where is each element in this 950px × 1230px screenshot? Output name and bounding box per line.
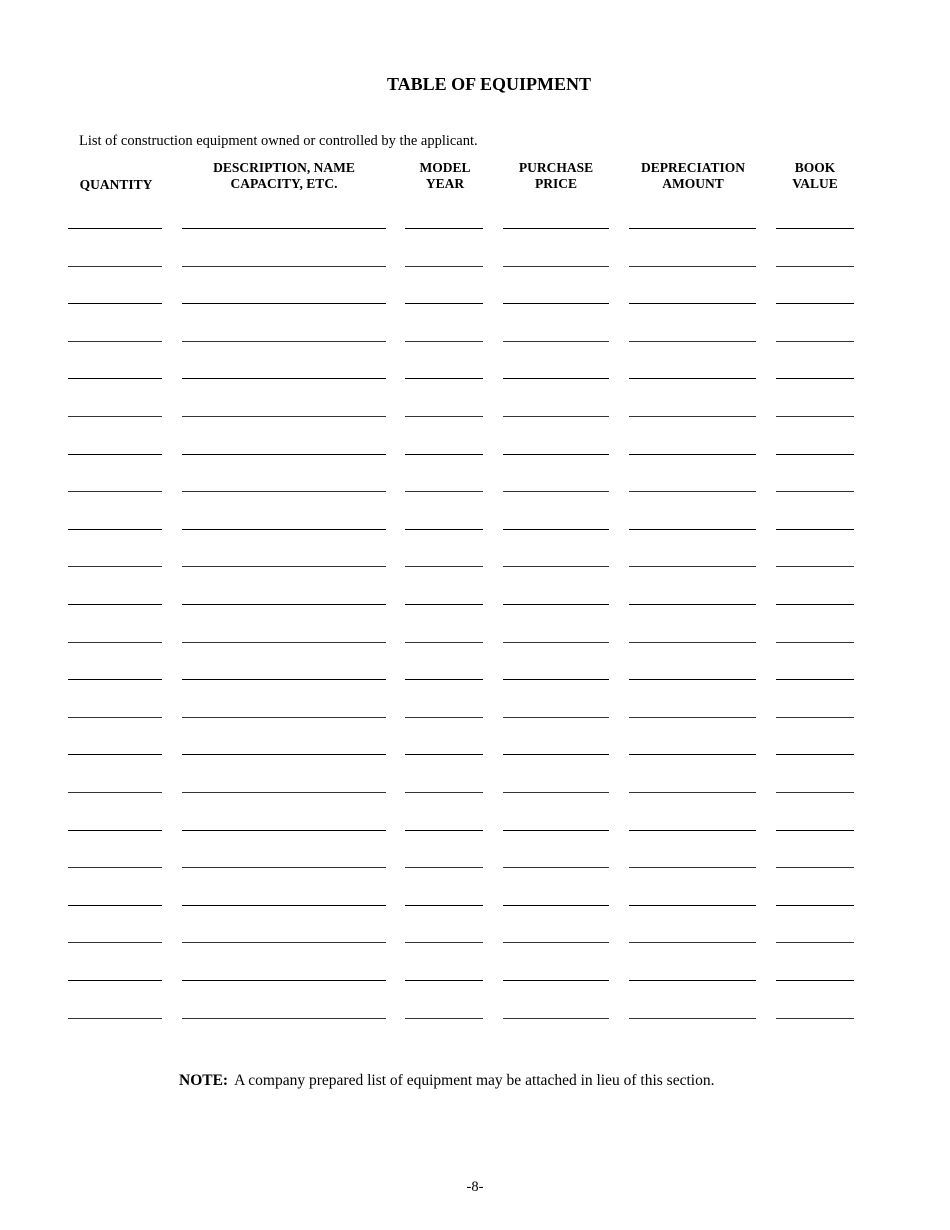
entry-line-depreciation-amount[interactable] (629, 792, 756, 793)
column-header-depreciation-amount (629, 160, 757, 192)
entry-line-quantity[interactable] (68, 604, 162, 605)
entry-line-model-year[interactable] (405, 905, 483, 906)
entry-line-purchase-price[interactable] (503, 754, 609, 755)
entry-line-purchase-price[interactable] (503, 566, 609, 567)
entry-line-description[interactable] (182, 867, 386, 868)
entry-line-purchase-price[interactable] (503, 1018, 609, 1019)
entry-line-depreciation-amount[interactable] (629, 303, 756, 304)
column-header-model-year (405, 160, 485, 192)
column-header-line1: BOOK (794, 160, 836, 175)
entry-line-purchase-price[interactable] (503, 642, 609, 643)
entry-line-book-value[interactable] (776, 566, 854, 567)
column-header-line2: PRICE (534, 176, 577, 191)
entry-line-model-year[interactable] (405, 266, 483, 267)
column-header-book-value (776, 160, 854, 192)
entry-line-depreciation-amount[interactable] (629, 566, 756, 567)
entry-line-description[interactable] (182, 529, 386, 530)
entry-line-depreciation-amount[interactable] (629, 867, 756, 868)
entry-line-description[interactable] (182, 604, 386, 605)
entry-line-quantity[interactable] (68, 980, 162, 981)
entry-line-book-value[interactable] (776, 416, 854, 417)
entry-line-depreciation-amount[interactable] (629, 266, 756, 267)
entry-line-purchase-price[interactable] (503, 830, 609, 831)
entry-line-depreciation-amount[interactable] (629, 942, 756, 943)
entry-line-depreciation-amount[interactable] (629, 604, 756, 605)
entry-line-model-year[interactable] (405, 717, 483, 718)
page-number: -8- (466, 1179, 484, 1195)
column-header-quantity (68, 160, 164, 193)
entry-line-quantity[interactable] (68, 303, 162, 304)
entry-line-quantity[interactable] (68, 378, 162, 379)
entry-line-description[interactable] (182, 228, 386, 229)
entry-line-book-value[interactable] (776, 980, 854, 981)
entry-line-quantity[interactable] (68, 942, 162, 943)
entry-line-description[interactable] (182, 416, 386, 417)
entry-line-model-year[interactable] (405, 1018, 483, 1019)
entry-line-quantity[interactable] (68, 717, 162, 718)
entry-line-book-value[interactable] (776, 341, 854, 342)
entry-line-model-year[interactable] (405, 980, 483, 981)
entry-line-quantity[interactable] (68, 491, 162, 492)
entry-line-quantity[interactable] (68, 341, 162, 342)
entry-line-depreciation-amount[interactable] (629, 491, 756, 492)
entry-line-quantity[interactable] (68, 228, 162, 229)
entry-line-model-year[interactable] (405, 604, 483, 605)
entry-line-book-value[interactable] (776, 604, 854, 605)
note-label: NOTE: (179, 1072, 229, 1089)
entry-line-book-value[interactable] (776, 454, 854, 455)
entry-line-book-value[interactable] (776, 228, 854, 229)
entry-line-quantity[interactable] (68, 642, 162, 643)
column-header-description (182, 160, 386, 192)
entry-line-depreciation-amount[interactable] (629, 830, 756, 831)
entry-line-model-year[interactable] (405, 942, 483, 943)
entry-line-purchase-price[interactable] (503, 491, 609, 492)
entry-line-model-year[interactable] (405, 566, 483, 567)
column-header-line2: VALUE (792, 176, 838, 191)
entry-line-depreciation-amount[interactable] (629, 228, 756, 229)
intro-text: List of construction equipment owned or controlled by the applicant. (79, 133, 478, 149)
entry-line-description[interactable] (182, 717, 386, 718)
entry-line-model-year[interactable] (405, 454, 483, 455)
entry-line-model-year[interactable] (405, 754, 483, 755)
entry-line-depreciation-amount[interactable] (629, 416, 756, 417)
entry-line-book-value[interactable] (776, 942, 854, 943)
entry-line-book-value[interactable] (776, 679, 854, 680)
entry-line-book-value[interactable] (776, 754, 854, 755)
entry-line-book-value[interactable] (776, 867, 854, 868)
entry-line-book-value[interactable] (776, 529, 854, 530)
entry-line-purchase-price[interactable] (503, 228, 609, 229)
entry-line-model-year[interactable] (405, 830, 483, 831)
entry-line-book-value[interactable] (776, 905, 854, 906)
entry-line-book-value[interactable] (776, 1018, 854, 1019)
entry-line-quantity[interactable] (68, 1018, 162, 1019)
entry-line-purchase-price[interactable] (503, 867, 609, 868)
entry-line-quantity[interactable] (68, 792, 162, 793)
note-text: A company prepared list of equipment may be attached in lieu of this section. (234, 1072, 715, 1089)
entry-line-description[interactable] (182, 792, 386, 793)
entry-line-quantity[interactable] (68, 754, 162, 755)
entry-line-purchase-price[interactable] (503, 416, 609, 417)
entry-line-depreciation-amount[interactable] (629, 1018, 756, 1019)
entry-line-quantity[interactable] (68, 566, 162, 567)
entry-line-purchase-price[interactable] (503, 792, 609, 793)
entry-line-book-value[interactable] (776, 830, 854, 831)
entry-line-depreciation-amount[interactable] (629, 754, 756, 755)
entry-line-book-value[interactable] (776, 266, 854, 267)
entry-line-model-year[interactable] (405, 792, 483, 793)
entry-line-quantity[interactable] (68, 529, 162, 530)
entry-line-depreciation-amount[interactable] (629, 529, 756, 530)
entry-line-model-year[interactable] (405, 228, 483, 229)
entry-line-description[interactable] (182, 905, 386, 906)
entry-line-purchase-price[interactable] (503, 679, 609, 680)
entry-line-model-year[interactable] (405, 529, 483, 530)
entry-line-purchase-price[interactable] (503, 266, 609, 267)
entry-line-book-value[interactable] (776, 378, 854, 379)
entry-line-depreciation-amount[interactable] (629, 642, 756, 643)
entry-line-quantity[interactable] (68, 905, 162, 906)
entry-line-purchase-price[interactable] (503, 905, 609, 906)
entry-line-depreciation-amount[interactable] (629, 717, 756, 718)
entry-line-purchase-price[interactable] (503, 454, 609, 455)
entry-line-purchase-price[interactable] (503, 942, 609, 943)
entry-line-book-value[interactable] (776, 717, 854, 718)
entry-line-description[interactable] (182, 341, 386, 342)
column-header-line2: YEAR (425, 176, 465, 191)
entry-line-purchase-price[interactable] (503, 378, 609, 379)
column-header-line2: QUANTITY (79, 177, 153, 192)
entry-line-purchase-price[interactable] (503, 341, 609, 342)
column-header-line2: CAPACITY, ETC. (230, 176, 338, 191)
entry-line-description[interactable] (182, 754, 386, 755)
entry-line-model-year[interactable] (405, 303, 483, 304)
entry-line-depreciation-amount[interactable] (629, 905, 756, 906)
entry-line-depreciation-amount[interactable] (629, 980, 756, 981)
entry-line-quantity[interactable] (68, 454, 162, 455)
entry-line-description[interactable] (182, 566, 386, 567)
entry-line-description[interactable] (182, 1018, 386, 1019)
entry-line-quantity[interactable] (68, 416, 162, 417)
entry-line-quantity[interactable] (68, 679, 162, 680)
entry-line-purchase-price[interactable] (503, 980, 609, 981)
entry-line-model-year[interactable] (405, 491, 483, 492)
entry-line-quantity[interactable] (68, 867, 162, 868)
column-header-purchase-price (503, 160, 609, 192)
entry-line-description[interactable] (182, 303, 386, 304)
column-header-line1 (68, 160, 164, 176)
entry-line-description[interactable] (182, 378, 386, 379)
entry-line-description[interactable] (182, 266, 386, 267)
entry-line-depreciation-amount[interactable] (629, 341, 756, 342)
entry-line-book-value[interactable] (776, 642, 854, 643)
column-header-line1: MODEL (419, 160, 471, 175)
entry-line-model-year[interactable] (405, 679, 483, 680)
entry-line-book-value[interactable] (776, 491, 854, 492)
entry-line-model-year[interactable] (405, 416, 483, 417)
entry-line-model-year[interactable] (405, 867, 483, 868)
entry-line-description[interactable] (182, 491, 386, 492)
entry-line-description[interactable] (182, 980, 386, 981)
entry-line-description[interactable] (182, 942, 386, 943)
entry-line-purchase-price[interactable] (503, 604, 609, 605)
entry-line-depreciation-amount[interactable] (629, 378, 756, 379)
entry-line-book-value[interactable] (776, 792, 854, 793)
entry-line-purchase-price[interactable] (503, 717, 609, 718)
entry-line-depreciation-amount[interactable] (629, 454, 756, 455)
entry-line-book-value[interactable] (776, 303, 854, 304)
entry-line-model-year[interactable] (405, 378, 483, 379)
column-header-line1: DESCRIPTION, NAME (213, 160, 355, 175)
entry-line-model-year[interactable] (405, 642, 483, 643)
column-header-line1: DEPRECIATION (640, 160, 745, 175)
entry-line-description[interactable] (182, 642, 386, 643)
note (179, 1072, 714, 1090)
entry-line-description[interactable] (182, 454, 386, 455)
entry-line-depreciation-amount[interactable] (629, 679, 756, 680)
entry-line-description[interactable] (182, 830, 386, 831)
entry-line-description[interactable] (182, 679, 386, 680)
entry-line-model-year[interactable] (405, 341, 483, 342)
entry-line-purchase-price[interactable] (503, 303, 609, 304)
entry-line-purchase-price[interactable] (503, 529, 609, 530)
column-header-line1: PURCHASE (518, 160, 594, 175)
column-header-line2: AMOUNT (662, 176, 724, 191)
page-title: TABLE OF EQUIPMENT (386, 74, 592, 94)
entry-line-quantity[interactable] (68, 266, 162, 267)
entry-line-quantity[interactable] (68, 830, 162, 831)
